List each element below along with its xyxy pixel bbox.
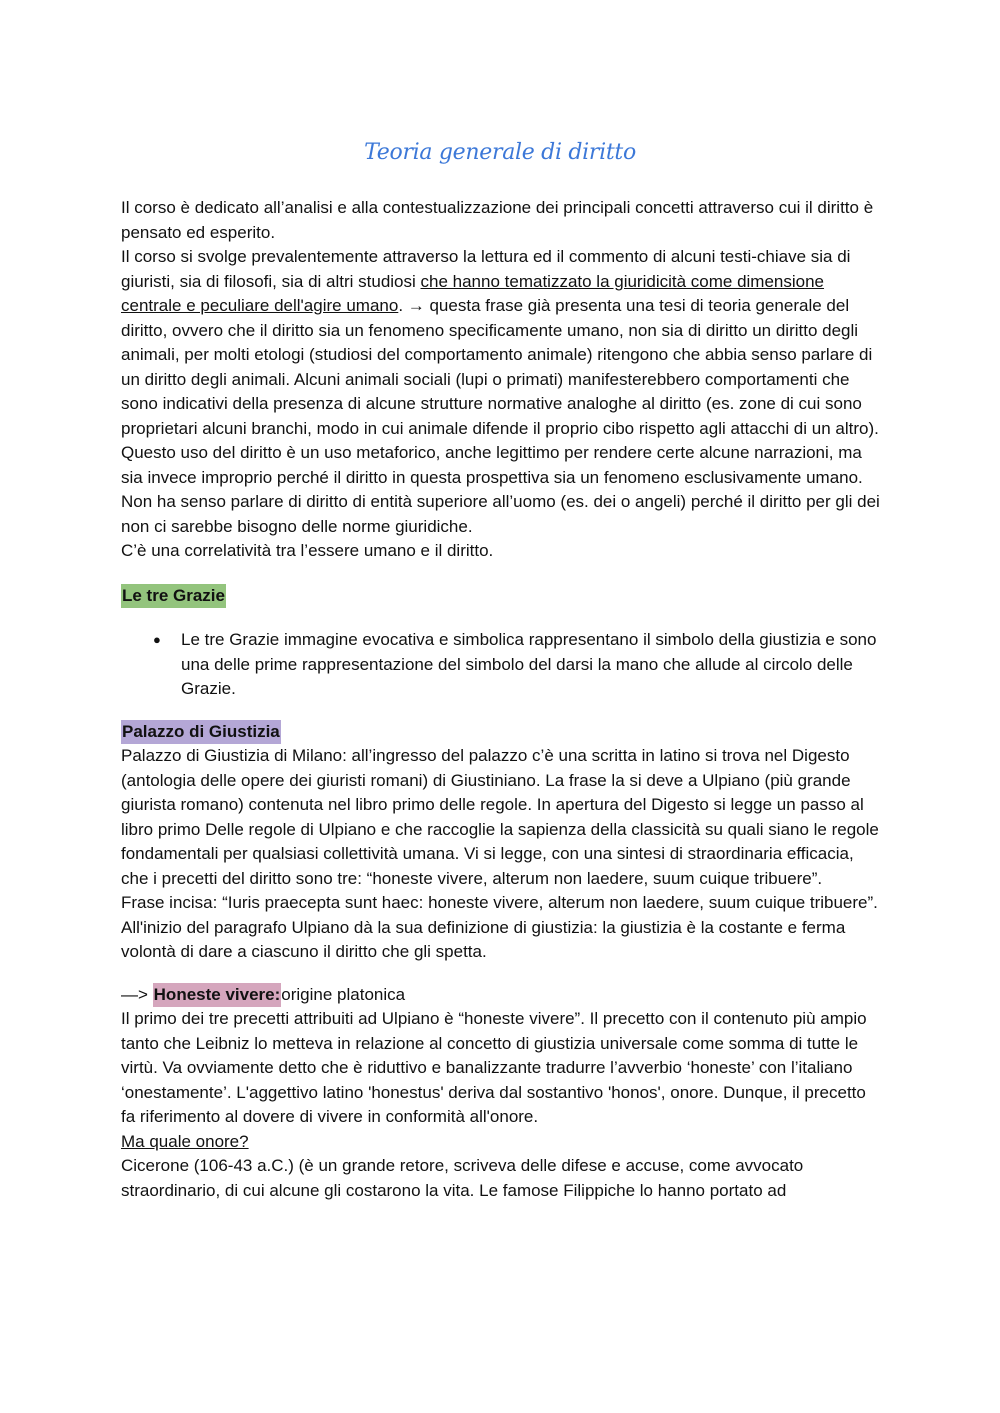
document-body bbox=[121, 196, 881, 1203]
section-heading-honeste-line bbox=[121, 983, 881, 1008]
section-heading-grazie-line bbox=[121, 584, 881, 609]
honeste-paragraph-1: Il primo dei tre precetti attribuiti ad Ulpiano è “honeste vivere”. Il precetto con il contenuto più ampio tanto che Leibniz lo metteva in relazione al concetto di giustizia universale come somma di tutte le virtù. Va ovviamente detto che è riduttivo e banalizzante tradurre l’avverbio ‘honeste’ con l’italiano ‘onestamente’. L'aggettivo latino 'honestus' deriva dal sostantivo 'honos', onore. Dunque, il precetto fa riferimento al dovere di vivere in conformità all'onore. bbox=[121, 1009, 867, 1126]
intro-p2-after: . → questa frase già presenta una tesi di teoria generale del diritto, ovvero che il diritto sia un fenomeno specificamente umano, non sia di diritto un diritto degli animali, per molti etologi (studiosi del comportamento animale) ritengono che abbia senso parlare di un diritto degli animali. Alcuni animali sociali (lupi o primati) manifesterebbero comportamenti che sono indicativi della presenza di alcune strutture normative analoghe al diritto (es. zone di cui sono proprietari alcuni branchi, modo in cui animale difende il proprio cibo rispetto agli attacchi di un altro). bbox=[121, 296, 879, 438]
document-title: Teoria generale di diritto bbox=[364, 140, 636, 165]
list-item bbox=[121, 628, 881, 702]
grazie-bullet-text: Le tre Grazie immagine evocativa e simbolica rappresentano il simbolo della giustizia e sono una delle prime rappresentazione del simbolo del darsi la mano che allude al circolo delle Grazie. bbox=[181, 630, 877, 698]
honeste-heading-suffix: origine platonica bbox=[281, 984, 406, 1004]
section-heading-honeste: Honeste vivere: bbox=[153, 983, 282, 1008]
intro-p2-before: Il corso si svolge prevalentemente attraverso la lettura ed il commento di alcuni testi-chiave sia di giuristi, sia di filosofi, sia di altri studiosi bbox=[121, 247, 851, 291]
section-heading-palazzo: Palazzo di Giustizia bbox=[121, 720, 281, 745]
honeste-question-line bbox=[121, 1130, 881, 1155]
intro-paragraph-1: Il corso è dedicato all’analisi e alla contestualizzazione dei principali concetti attraverso cui il diritto è pensato ed esperito. bbox=[121, 198, 874, 242]
honeste-question: Ma quale onore? bbox=[121, 1131, 249, 1151]
section-heading-palazzo-line bbox=[121, 720, 881, 745]
palazzo-paragraph-3: All'inizio del paragrafo Ulpiano dà la sua definizione di giustizia: la giustizia è la costante e ferma volontà di dare a ciascuno il diritto che gli spetta. bbox=[121, 917, 846, 961]
palazzo-paragraph-2: Frase incisa: “Iuris praecepta sunt haec: honeste vivere, alterum non laedere, suum cuique tribuere”. bbox=[121, 893, 878, 912]
palazzo-paragraph-1: Palazzo di Giustizia di Milano: all’ingresso del palazzo c’è una scritta in latino si trova nel Digesto (antologia delle opere dei giuristi romani) di Giustiniano. La frase la si deve a Ulpiano (più grande giurista romano) contenuta nel libro primo delle regole. In apertura del Digesto si legge un passo al libro primo Delle regole di Ulpiano e che raccoglie la sapienza della classicità su quali siano le regole fondamentali per qualsiasi collettività umana. Vi si legge, con una sintesi di straordinaria efficacia, che i precetti del diritto sono tre: “honeste vivere, alterum non laedere, suum cuique tribuere”. bbox=[121, 746, 879, 888]
intro-paragraph-4: C’è una correlatività tra l’essere umano e il diritto. bbox=[121, 541, 494, 560]
intro-paragraph-3: Questo uso del diritto è un uso metaforico, anche legittimo per rendere certe alcune narrazioni, ma sia invece improprio perché il diritto in questa prospettiva sia un fenomeno esclusivamente umano. Non ha senso parlare di diritto di entità superiore all’uomo (es. dei o angeli) perché il diritto per gli dei non ci sarebbe bisogno delle norme giuridiche. bbox=[121, 443, 880, 536]
arrow-icon: —> bbox=[121, 984, 153, 1004]
bullet-icon: ● bbox=[153, 632, 161, 647]
honeste-paragraph-2: Cicerone (106-43 a.C.) (è un grande retore, scriveva delle difese e accuse, come avvocato straordinario, di cui alcune gli costarono la vita. Le famose Filippiche lo hanno portato ad bbox=[121, 1156, 804, 1200]
intro-p2-underlined: che hanno tematizzato la giuridicità come dimensione centrale e peculiare dell'agire umano bbox=[121, 271, 825, 315]
intro-paragraph-2 bbox=[121, 245, 881, 441]
section-heading-grazie: Le tre Grazie bbox=[121, 584, 226, 609]
grazie-bullet-list bbox=[121, 628, 881, 702]
